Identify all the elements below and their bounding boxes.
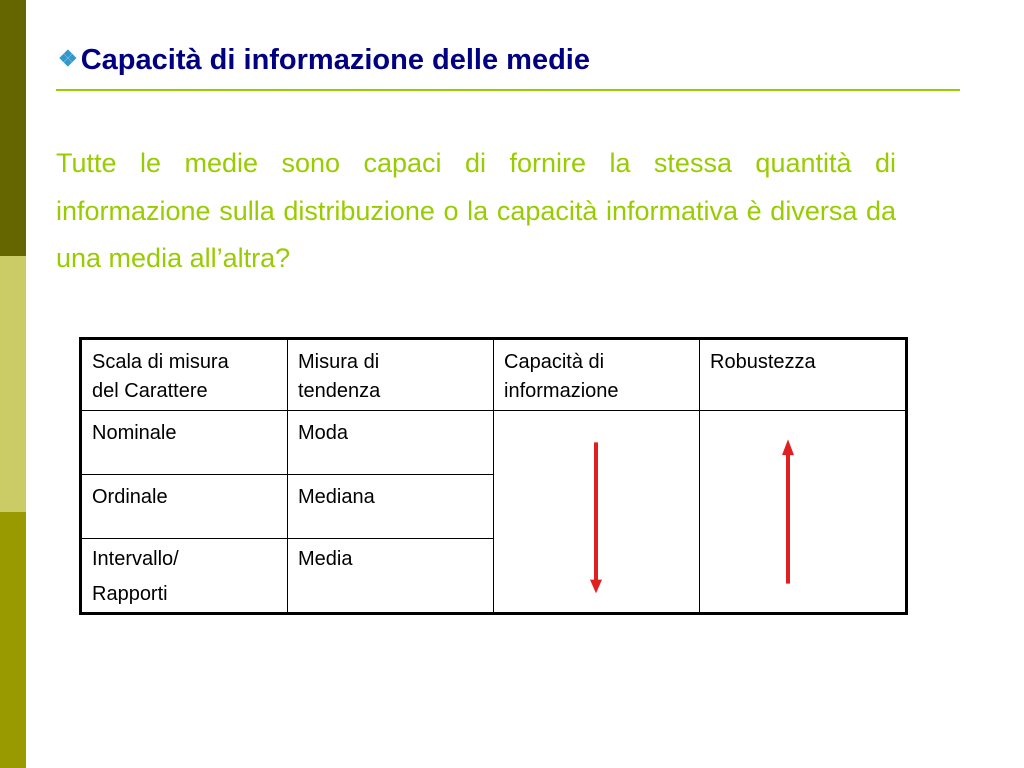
side-band-olive	[0, 512, 26, 768]
comparison-table	[79, 337, 908, 615]
header-scale-line2: del Carattere	[92, 380, 208, 402]
header-robustness-text: Robustezza	[710, 351, 816, 373]
header-capacity-line1: Capacità di	[504, 351, 605, 373]
cell-measure: Media	[288, 539, 494, 614]
cell-measure: Moda	[288, 411, 494, 475]
side-band-light	[0, 256, 26, 512]
robustness-arrow-cell	[700, 411, 907, 614]
header-capacity-line2: informazione	[504, 380, 619, 402]
capacity-arrow-cell	[494, 411, 700, 614]
cell-scale-line2: Rapporti	[92, 583, 168, 605]
down-arrow-icon	[494, 411, 699, 612]
cell-scale	[81, 539, 288, 614]
header-tendency-line2: tendenza	[298, 380, 381, 402]
question-paragraph: Tutte le medie sono capaci di fornire la stessa quantità di informazione sulla distribuzione o la capacità informativa è diversa da una media all’altra?	[56, 148, 896, 273]
cell-scale: Nominale	[81, 411, 288, 475]
header-capacity	[494, 339, 700, 411]
title-underline	[56, 89, 960, 91]
header-robustness	[700, 339, 907, 411]
side-band-dark	[0, 0, 26, 256]
header-scale-line1: Scala di misura	[92, 351, 229, 373]
table-header-row	[81, 339, 907, 411]
cell-scale-line1: Intervallo/	[92, 548, 179, 570]
slide-title	[58, 44, 590, 77]
header-tendency-line1: Misura di	[298, 351, 380, 373]
up-arrow-icon	[700, 411, 905, 612]
diamond-cluster-bullet-icon: ❖	[58, 46, 78, 71]
slide-title-text: Capacità di informazione delle medie	[80, 44, 590, 76]
header-scale	[81, 339, 288, 411]
table-row	[81, 411, 907, 475]
header-tendency	[288, 339, 494, 411]
cell-measure: Mediana	[288, 475, 494, 539]
cell-scale: Ordinale	[81, 475, 288, 539]
